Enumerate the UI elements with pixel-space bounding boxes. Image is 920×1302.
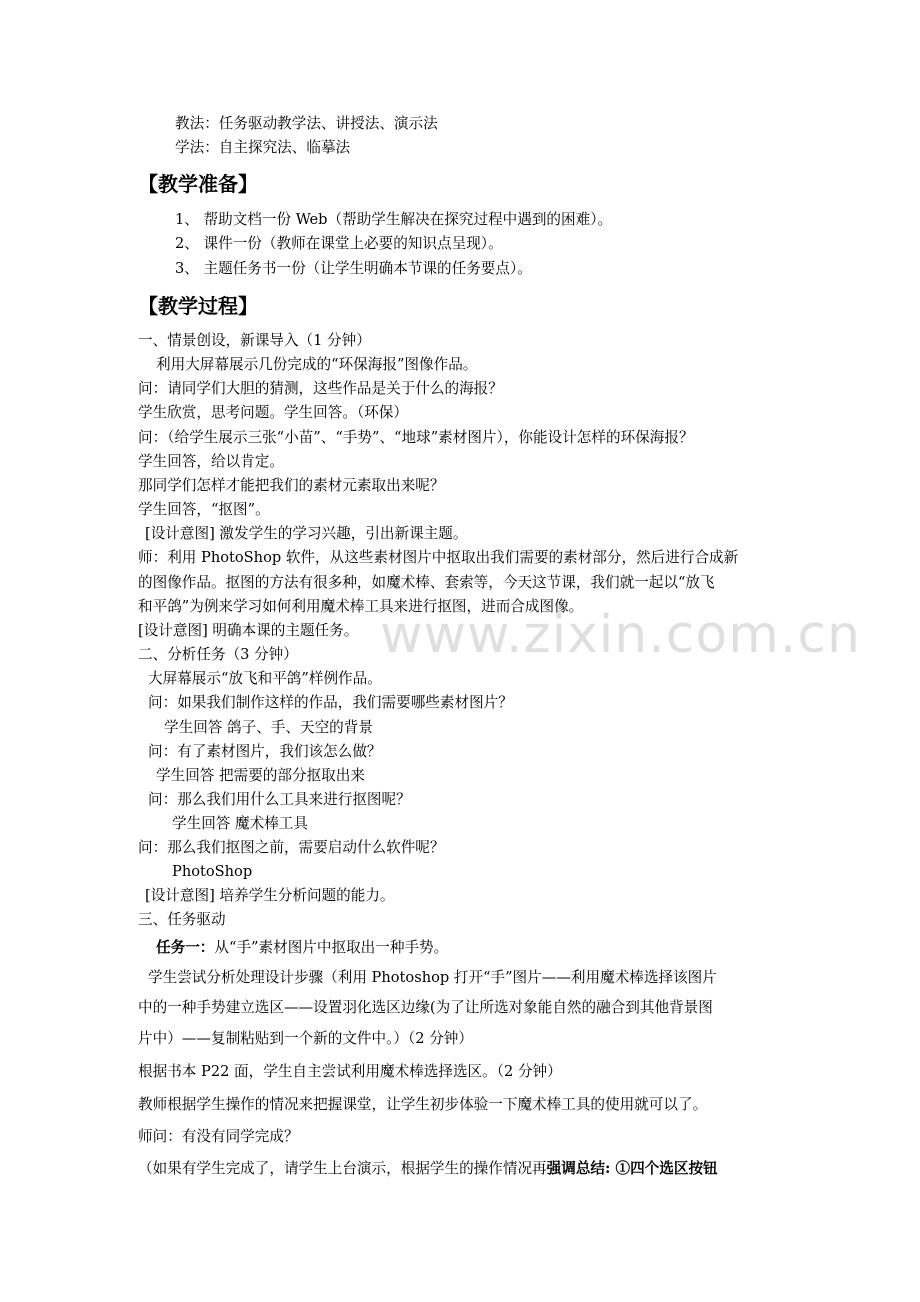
task-one-label: 任务一： bbox=[156, 939, 215, 956]
paragraph-line: 问：如果我们制作这样的作品，我们需要哪些素材图片？ bbox=[148, 694, 513, 711]
watermark: www.zixin.com.cn bbox=[380, 605, 861, 665]
paragraph-line: 学生回答，“抠图”。 bbox=[138, 501, 270, 518]
prep-item: 3、 主题任务书一份（让学生明确本节课的任务要点）。 bbox=[175, 260, 532, 277]
design-intent: [设计意图] 激发学生的学习兴趣，引出新课主题。 bbox=[145, 525, 468, 542]
learning-method: 学法：自主探究法、临摹法 bbox=[175, 139, 351, 156]
paragraph-line: 中的一种手势建立选区——设置羽化选区边缘(为了让所选对象能自然的融合到其他背景图 bbox=[138, 999, 713, 1016]
process-heading: 【教学过程】 bbox=[138, 294, 258, 318]
section-title: 一、情景创设，新课导入（1 分钟） bbox=[138, 332, 371, 349]
paragraph-line: 学生回答 魔术棒工具 bbox=[172, 815, 308, 832]
paragraph-line: 问：请同学们大胆的猜测，这些作品是关于什么的海报？ bbox=[138, 380, 503, 397]
paragraph-line: 问：（给学生展示三张“小苗”、“手势”、“地球”素材图片），你能设计怎样的环保海报？ bbox=[138, 429, 694, 446]
paragraph-line: 师：利用 PhotoShop 软件，从这些素材图片中抠取出我们需要的素材部分，然后进行合成新 bbox=[138, 549, 739, 566]
prep-item: 1、 帮助文档一份 Web（帮助学生解决在探究过程中遇到的困难）。 bbox=[175, 211, 613, 228]
paragraph-line: 片中）——复制粘贴到一个新的文件中。）（2 分钟） bbox=[138, 1030, 473, 1047]
section-title: 三、任务驱动 bbox=[138, 911, 226, 928]
prep-heading: 【教学准备】 bbox=[138, 172, 258, 196]
paragraph-line: 的图像作品。抠图的方法有很多种，如魔术棒、套索等，今天这节课，我们就一起以“放飞 bbox=[138, 574, 715, 591]
task-one-text: 从“手”素材图片中抠取出一种手势。 bbox=[214, 939, 449, 956]
paragraph-line: 问：那么我们用什么工具来进行抠图呢？ bbox=[148, 791, 411, 808]
paragraph-line: 师问：有没有同学完成？ bbox=[138, 1128, 299, 1145]
last-line-emphasis: 强调总结: ①四个选区按钮 bbox=[546, 1160, 718, 1177]
design-intent: [设计意图] 培养学生分析问题的能力。 bbox=[145, 887, 395, 904]
paragraph-line: 学生回答 把需要的部分抠取出来 bbox=[156, 767, 365, 784]
paragraph-line: 和平鸽”为例来学习如何利用魔术棒工具来进行抠图，进而合成图像。 bbox=[138, 598, 584, 615]
paragraph-line: 教师根据学生操作的情况来把握课堂，让学生初步体验一下魔术棒工具的使用就可以了。 bbox=[138, 1096, 708, 1113]
paragraph-line: 利用大屏幕展示几份完成的“环保海报”图像作品。 bbox=[156, 356, 478, 373]
paragraph-line-last bbox=[138, 1159, 718, 1179]
paragraph-line: 问：那么我们抠图之前，需要启动什么软件呢？ bbox=[138, 839, 445, 856]
paragraph-line: 学生回答 鸽子、手、天空的背景 bbox=[164, 719, 373, 736]
paragraph-line: PhotoShop bbox=[172, 863, 253, 880]
paragraph-line: 学生尝试分析处理设计步骤（利用 Photoshop 打开“手”图片——利用魔术棒选择该图片 bbox=[148, 969, 717, 986]
paragraph-line: 大屏幕展示“放飞和平鸽”样例作品。 bbox=[148, 670, 382, 687]
paragraph-line: 学生欣赏，思考问题。学生回答。（环保） bbox=[138, 404, 408, 421]
paragraph-line: 根据书本 P22 面，学生自主尝试利用魔术棒选择选区。（2 分钟） bbox=[138, 1063, 562, 1080]
task-one-line bbox=[156, 938, 448, 958]
teaching-method: 教法：任务驱动教学法、讲授法、演示法 bbox=[175, 115, 438, 132]
paragraph-line: 那同学们怎样才能把我们的素材元素取出来呢？ bbox=[138, 477, 445, 494]
paragraph-line: 学生回答，给以肯定。 bbox=[138, 453, 284, 470]
paragraph-line: 问：有了素材图片，我们该怎么做？ bbox=[148, 743, 382, 760]
section-title: 二、分析任务（3 分钟） bbox=[138, 646, 298, 663]
design-intent: [设计意图] 明确本课的主题任务。 bbox=[138, 622, 359, 639]
last-line-text: （如果有学生完成了，请学生上台演示，根据学生的操作情况再 bbox=[138, 1160, 547, 1177]
prep-item: 2、 课件一份（教师在课堂上必要的知识点呈现）。 bbox=[175, 235, 503, 252]
